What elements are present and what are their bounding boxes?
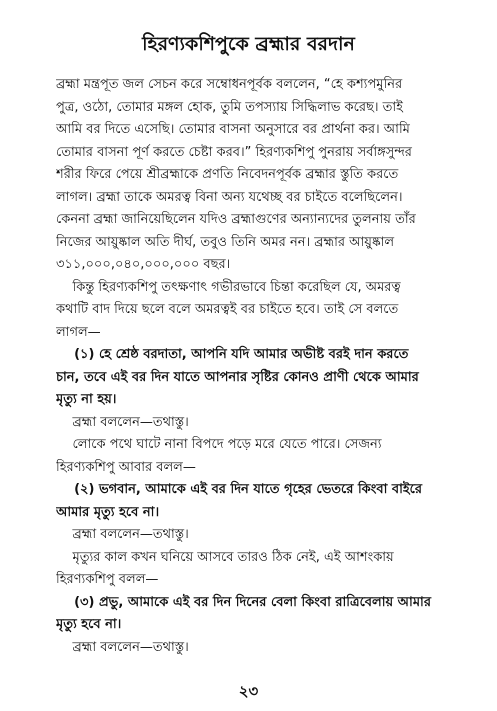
text-line: (১) হে শ্রেষ্ঠ বরদাতা, আপনি যদি আমার অভীষ্ট বরই দান করতে [56,347,409,362]
page-title: হিরণ্যকশিপুকে ব্রহ্মার বরদান [142,33,355,55]
text-line: (৩) প্রভু, আমাকে এই বর দিন দিনের বেলা কিংবা রাত্রিবেলায় আমার [56,594,431,610]
text-line: ৩১১,০০০,০৪০,০০০,০০০ বছর। [56,257,231,272]
text-line: কিন্তু হিরণ্যকশিপু তৎক্ষণাৎ গভীরভাবে চিন্তা করেছিল যে, অমরত্ব [56,279,401,295]
text-line: মৃত্যু না হয়। [56,392,117,407]
text-line: ব্রহ্মা মন্ত্রপূত জল সেচন করে সম্বোধনপূর্বক বললেন, “হে কশ্যপমুনির [56,77,403,92]
text-line: ব্রহ্মা বললেন—তথাস্তু। [56,527,189,542]
text-line: কথাটি বাদ দিয়ে ছলে বলে অমরত্বই বর চাইতে হবে। তাই সে বলতে [56,302,399,317]
text-line: আমার মৃত্যু হবে না। [56,504,160,520]
text-line: (২) ভগবান, আমাকে এই বর দিন যাতে গৃহের ভেতরে কিংবা বাইরে [56,482,423,497]
text-line: ব্রহ্মা বললেন—তথাস্তু। [56,414,189,430]
text-line: চান, তবে এই বর দিন যাতে আপনার সৃষ্টির কোনও প্রাণী থেকে আমার [56,369,419,385]
text-line: লোকে পথে ঘাটে নানা বিপদে পড়ে মরে যেতে পারে। সেজন্য [56,437,382,452]
text-line: মৃত্যু হবে না। [56,617,122,632]
text-line: ব্রহ্মা বললেন—তথাস্তু। [56,639,189,655]
text-line: শরীর ফিরে পেয়ে শ্রীব্রহ্মাকে প্রণতি নিবেদনপূর্বক ব্রহ্মার স্তুতি করতে [56,167,399,182]
text-line: কেননা ব্রহ্মা জানিয়েছিলেন যদিও ব্রহ্মাগুণের অন্যান্যদের তুলনায় তাঁর [56,212,416,227]
body-text [56,74,459,659]
text-line: হিরণ্যকশিপু আবার বলল— [56,459,196,475]
text-line: তোমার বাসনা পূর্ণ করতে চেষ্টা করব।” হিরণ্যকশিপু পুনরায় সর্বাঙ্গসুন্দর [56,144,412,160]
page-number: ২৩ [238,682,259,700]
text-line: নিজের আয়ুষ্কাল অতি দীর্ঘ, তবুও তিনি অমর নন। ব্রহ্মার আয়ুষ্কাল [56,234,395,250]
text-line: লাগল— [56,324,101,340]
text-line: পুত্র, ওঠো, তোমার মঙ্গল হোক, তুমি তপস্যায় সিদ্ধিলাভ করেছ। তাই [56,99,403,115]
text-line: মৃত্যুর কাল কখন ঘনিয়ে আসবে তারও ঠিক নেই, এই আশংকায় [56,549,394,565]
text-line: আমি বর দিতে এসেছি। তোমার বাসনা অনুসারে বর প্রার্থনা কর। আমি [56,122,410,137]
text-line: হিরণ্যকশিপু বলল— [56,572,159,587]
text-line: লাগল। ব্রহ্মা তাকে অমরত্ব বিনা অন্য যথেচ্ছ বর চাইতে বলেছিলেন। [56,189,403,205]
